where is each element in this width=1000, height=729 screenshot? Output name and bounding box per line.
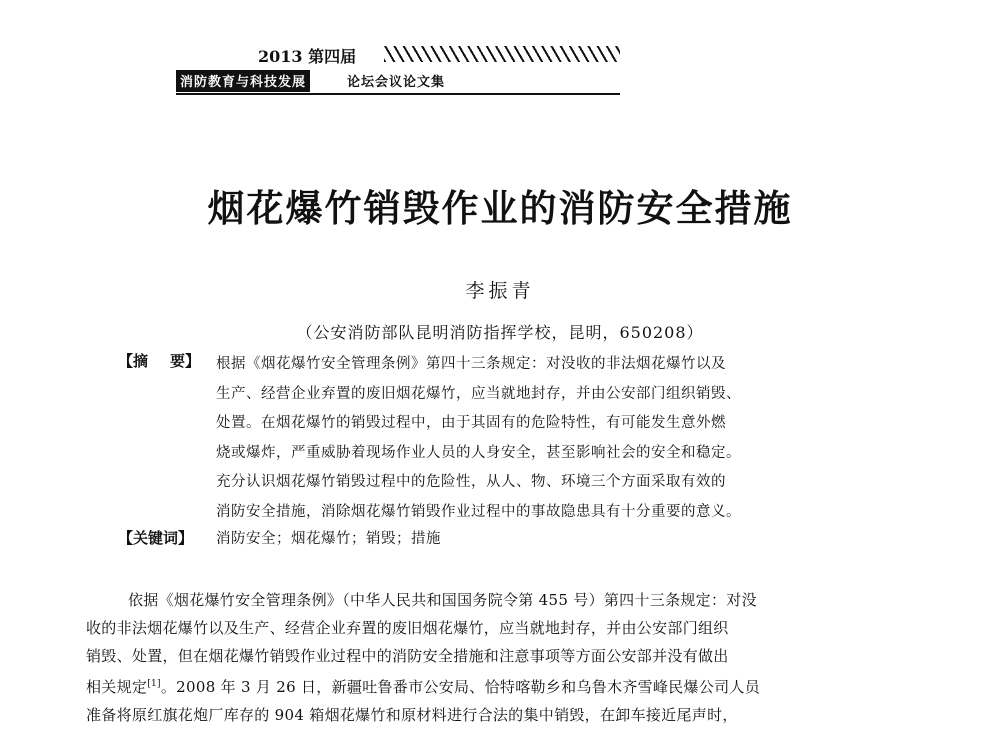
abstract-line: 生产、经营企业弃置的废旧烟花爆竹，应当就地封存，并由公安部门组织销毁、 <box>216 385 741 402</box>
keywords-text: 消防安全；烟花爆竹；销毁；措施 <box>216 531 441 547</box>
body-line <box>86 670 906 701</box>
abstract-line: 消防安全措施，消除烟花爆竹销毁作业过程中的事故隐患具有十分重要的意义。 <box>216 503 741 520</box>
abstract-line: 处置。在烟花爆竹的销毁过程中，由于其固有的危险特性，有可能发生意外燃 <box>216 415 726 431</box>
article-affiliation: （公安消防部队昆明消防指挥学校，昆明，650208） <box>296 323 704 342</box>
abstract-line: 烧或爆炸，严重威胁着现场作业人员的人身安全，甚至影响社会的安全和稳定。 <box>216 444 741 461</box>
keywords-label: 【关键词】 <box>118 529 194 547</box>
body-text-span: 相关规定 <box>86 678 148 696</box>
abstract-line: 充分认识烟花爆竹销毁过程中的危险性，从人、物、环境三个方面采取有效的 <box>216 474 726 490</box>
abstract-label <box>118 350 200 371</box>
article-title: 烟花爆竹销毁作业的消防安全措施 <box>207 187 793 230</box>
body-line: 收的非法烟花爆竹以及生产、经营企业弃置的废旧烟花爆竹，应当就地封存，并由公安部门组织 <box>86 619 729 637</box>
body-text-span: 。2008 年 3 月 26 日，新疆吐鲁番市公安局、恰特喀勒乡和乌鲁木齐雪峰民爆公司人员 <box>160 678 761 696</box>
body-line: 依据《烟花爆竹安全管理条例》（中华人民共和国国务院令第 455 号）第四十三条规定：对没 <box>128 591 757 609</box>
abstract-line: 根据《烟花爆竹安全管理条例》第四十三条规定：对没收的非法烟花爆竹以及 <box>216 356 726 372</box>
header-hatch-decoration <box>384 46 620 62</box>
abstract-text <box>216 350 866 527</box>
body-line: 销毁、处置，但在烟花爆竹销毁作业过程中的消防安全措施和注意事项等方面公安部并没有做出 <box>86 647 729 665</box>
article-author: 李振青 <box>465 280 535 302</box>
header-proceedings: 论坛会议论文集 <box>347 75 446 90</box>
body-line: 准备将原红旗花炮厂库存的 904 箱烟花爆竹和原材料进行合法的集中销毁，在卸车接近尾声时， <box>86 706 738 724</box>
header-rule <box>176 93 620 95</box>
body-paragraph <box>86 586 906 729</box>
abstract-label-close: 要】 <box>170 352 201 370</box>
header-conference-tag: 消防教育与科技发展 <box>176 70 310 92</box>
abstract-label-open: 【摘 <box>118 352 149 370</box>
header-year-edition: 2013 第四届 <box>258 47 357 66</box>
citation-ref[interactable]: [1] <box>147 679 161 689</box>
